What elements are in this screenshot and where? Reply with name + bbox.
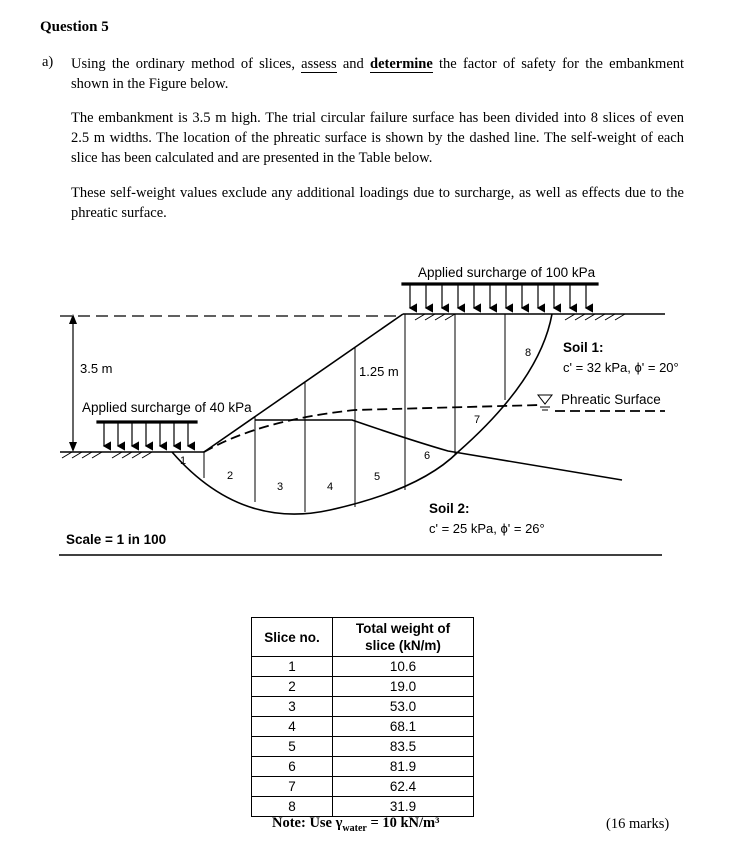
part-label: a) [42,54,54,70]
left-surcharge-arrows [97,421,197,446]
slice-number: 8 [525,347,532,359]
slice-number: 5 [374,471,381,483]
slice-number: 1 [180,455,187,467]
left-surcharge-label: Applied surcharge of 40 kPa [82,400,252,415]
scale-label: Scale = 1 in 100 [66,532,167,547]
header-total-weight [333,618,474,657]
soil2-properties: c' = 25 kPa, ϕ' = 26° [429,521,545,536]
paragraph-description: The embankment is 3.5 m high. The trial circular failure surface has been divided into 8 slices of even 2.5 m widths. The location of the phreatic surface is shown by the dashed line. The self-weight of each slice has been calculated and are presented in the Table below. [71,110,684,166]
soil1-properties: c' = 32 kPa, ϕ' = 20° [563,360,679,375]
top-surcharge-label: Applied surcharge of 100 kPa [418,265,596,280]
soil-boundary-line [255,420,622,480]
slice-cell: 1 [252,657,333,677]
task-text-b: the factor of safety for the embankment shown in the Figure below. [71,56,685,92]
weight-cell: 53.0 [333,697,474,717]
header-weight-line1: Total weight of [355,621,451,636]
slice-cell: 8 [252,797,333,817]
table-row [252,757,474,777]
height-label: 3.5 m [80,361,113,376]
phreatic-line [204,405,665,452]
table-row [252,777,474,797]
slice-number: 2 [227,470,234,482]
slice-weight-table [251,617,474,817]
slice-cell: 7 [252,777,333,797]
question-title: Question 5 [40,19,109,35]
slice-cell: 5 [252,737,333,757]
height-arrow-bottom [69,442,77,452]
note-text [272,815,439,834]
table-row [252,797,474,817]
slice-number: 4 [327,481,334,493]
table-row [252,737,474,757]
top-surcharge-arrows [402,283,598,308]
slice-cell: 6 [252,757,333,777]
slice-number: 7 [474,414,481,426]
note-suffix: = 10 kN/m³ [366,815,440,831]
weight-cell: 62.4 [333,777,474,797]
soil2-title: Soil 2: [429,501,470,516]
table-header-row [252,618,474,657]
weight-cell: 19.0 [333,677,474,697]
header-weight-line2: slice (kN/m) [365,638,441,653]
task-text-a: Using the ordinary method of slices, [71,56,295,72]
table-row [252,717,474,737]
and-text: and [342,56,364,72]
slice-number: 6 [424,450,431,462]
paragraph-exclusion: These self-weight values exclude any additional loadings due to surcharge, as well as effects due to the phreatic surface. [71,185,684,221]
note-subscript: water [342,822,367,834]
note-prefix: Note: Use γ [272,815,343,831]
table-row [252,677,474,697]
slice-cell: 3 [252,697,333,717]
marks-label: (16 marks) [606,816,670,832]
slice-number: 3 [277,481,284,493]
table-row [252,697,474,717]
determine-keyword: determine [370,56,433,72]
weight-cell: 10.6 [333,657,474,677]
phreatic-label: Phreatic Surface [561,392,661,407]
weight-cell: 83.5 [333,737,474,757]
slice-cell: 2 [252,677,333,697]
slice-cell: 4 [252,717,333,737]
weight-cell: 31.9 [333,797,474,817]
weight-cell: 68.1 [333,717,474,737]
slope-line [204,314,403,452]
soil1-title: Soil 1: [563,340,604,355]
depth-label: 1.25 m [359,364,399,379]
water-table-symbol [538,395,552,410]
assess-keyword: assess [301,56,337,72]
table-row [252,657,474,677]
weight-cell: 81.9 [333,757,474,777]
header-slice-no: Slice no. [252,618,333,657]
